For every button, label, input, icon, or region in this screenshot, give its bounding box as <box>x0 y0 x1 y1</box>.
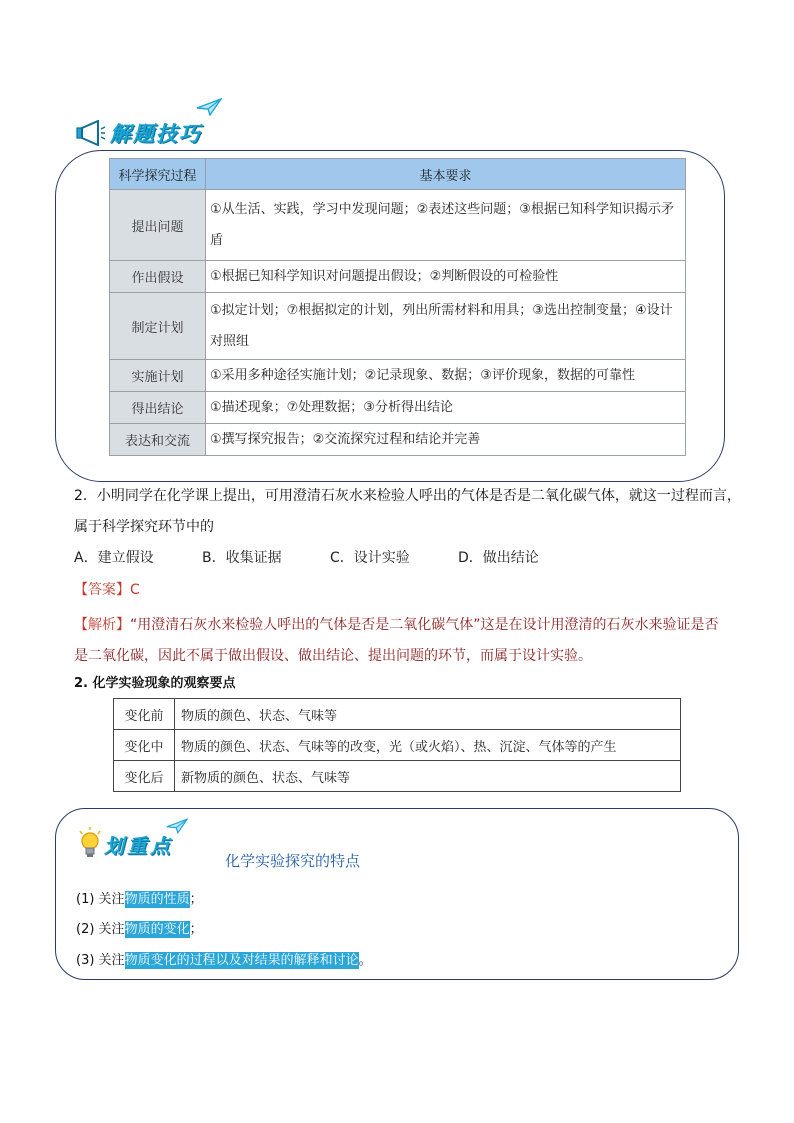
item-suffix: ； <box>189 922 203 937</box>
row-requirement: ①拟定计划；⑦根据拟定的计划，列出所需材料和用具；③选出控制变量；④设计对照组 <box>206 293 686 360</box>
row-requirement: ①描述现象；⑦处理数据；③分析得出结论 <box>206 392 686 424</box>
keypoint-badge-title: 划重点 <box>104 833 173 858</box>
table-row <box>110 360 686 392</box>
section-title: 2. 化学实验现象的观察要点 <box>74 676 236 691</box>
keypoint-item <box>76 888 203 907</box>
answer-value: C <box>130 582 140 598</box>
table-row <box>110 190 686 261</box>
question-line-2: 属于科学探究环节中的 <box>74 519 214 535</box>
row-requirement: ①撰写探究报告；②交流探究过程和结论并完善 <box>206 424 686 456</box>
row-key: 变化中 <box>114 730 175 761</box>
lightbulb-icon <box>78 826 102 862</box>
item-prefix: (1) 关注 <box>76 892 125 907</box>
options <box>74 547 694 567</box>
item-suffix: 。 <box>358 953 372 968</box>
option-a: A．建立假设 <box>74 550 154 566</box>
row-requirement: ①根据已知科学知识对问题提出假设；②判断假设的可检验性 <box>206 261 686 293</box>
row-key: 变化后 <box>114 761 175 792</box>
paper-plane-icon <box>166 818 188 834</box>
table-row <box>114 761 681 792</box>
table-row <box>110 392 686 424</box>
table-row <box>114 730 681 761</box>
question-line-1: 2．小明同学在化学课上提出，可用澄清石灰水来检验人呼出的气体是否是二氧化碳气体，就这一过程而言， <box>74 488 741 504</box>
row-requirement: ①采用多种途径实施计划；②记录现象、数据；③评价现象，数据的可靠性 <box>206 360 686 392</box>
megaphone-icon <box>76 120 106 146</box>
item-suffix: ； <box>189 892 203 907</box>
item-highlight: 物质的变化 <box>124 922 190 937</box>
row-value: 新物质的颜色、状态、气味等 <box>175 761 681 792</box>
row-label: 得出结论 <box>110 392 206 424</box>
table-row <box>110 261 686 293</box>
row-value: 物质的颜色、状态、气味等的改变，光（或火焰）、热、沉淀、气体等的产生 <box>175 730 681 761</box>
header-process: 科学探究过程 <box>110 159 206 190</box>
option-d: D．做出结论 <box>458 550 539 566</box>
row-label: 表达和交流 <box>110 424 206 456</box>
keypoint-title: 化学实验探究的特点 <box>225 852 361 870</box>
item-highlight: 物质的性质 <box>124 892 190 907</box>
item-prefix: (2) 关注 <box>76 922 125 937</box>
header-requirement: 基本要求 <box>206 159 686 190</box>
keypoint-badge <box>78 826 173 862</box>
table-row <box>114 699 681 730</box>
row-label: 提出问题 <box>110 190 206 261</box>
tips-badge <box>76 118 202 148</box>
answer <box>74 579 140 599</box>
option-c: C．设计实验 <box>330 550 410 566</box>
observation-table <box>113 698 681 792</box>
inquiry-table <box>109 158 686 456</box>
row-value: 物质的颜色、状态、气味等 <box>175 699 681 730</box>
row-requirement: ①从生活、实践，学习中发现问题；②表述这些问题；③根据已知科学知识揭示矛盾 <box>206 190 686 261</box>
row-key: 变化前 <box>114 699 175 730</box>
answer-tag: 【答案】 <box>74 582 130 598</box>
table-row <box>110 293 686 360</box>
paper-plane-icon <box>196 98 222 116</box>
row-label: 制定计划 <box>110 293 206 360</box>
table-row <box>110 424 686 456</box>
option-b: B．收集证据 <box>202 550 282 566</box>
keypoint-item <box>76 918 203 937</box>
analysis <box>74 610 724 672</box>
item-highlight: 物质变化的过程以及对结果的解释和讨论 <box>124 953 359 968</box>
item-prefix: (3) 关注 <box>76 953 125 968</box>
analysis-tag: 【解析】 <box>74 617 130 633</box>
keypoint-item <box>76 949 372 968</box>
row-label: 实施计划 <box>110 360 206 392</box>
row-label: 作出假设 <box>110 261 206 293</box>
analysis-text: “用澄清石灰水来检验人呼出的气体是否是二氧化碳气体”这是在设计用澄清的石灰水来验证是否是二氧化碳，因此不属于做出假设、做出结论、提出问题的环节，而属于设计实验。 <box>74 617 719 664</box>
tips-title: 解题技巧 <box>110 122 202 146</box>
